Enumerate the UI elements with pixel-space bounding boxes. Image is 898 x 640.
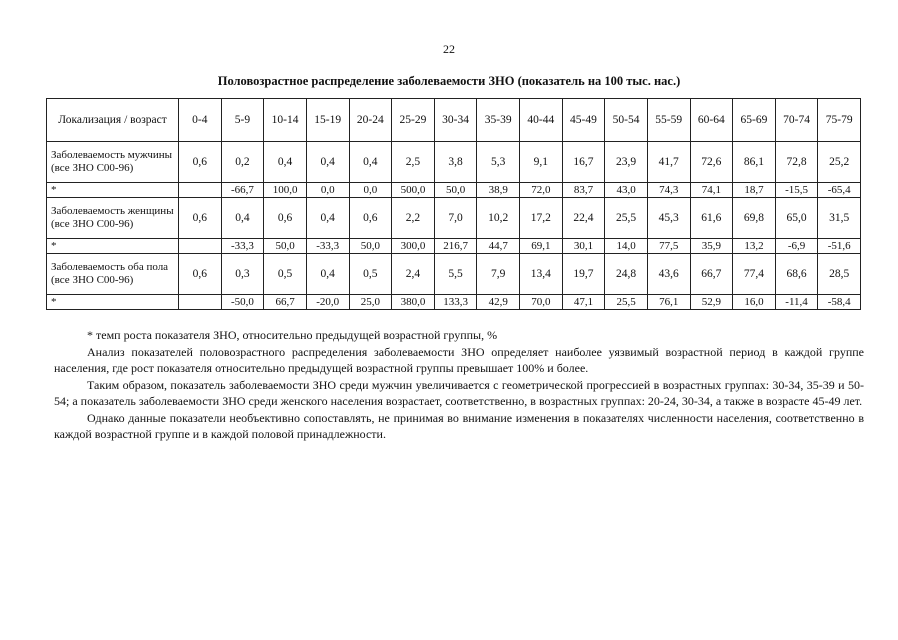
table-cell: 31,5	[818, 198, 861, 239]
growth-cell: -20,0	[306, 295, 349, 310]
growth-cell: 76,1	[647, 295, 690, 310]
incidence-table	[46, 98, 861, 310]
growth-cell: 100,0	[264, 183, 307, 198]
table-cell: 7,0	[434, 198, 477, 239]
age-group-header: 60-64	[690, 99, 733, 142]
table-cell: 65,0	[775, 198, 818, 239]
table-cell: 43,6	[647, 254, 690, 295]
table-cell: 72,8	[775, 142, 818, 183]
growth-cell: 44,7	[477, 239, 520, 254]
growth-cell: -51,6	[818, 239, 861, 254]
table-cell: 66,7	[690, 254, 733, 295]
table-header-row	[47, 99, 861, 142]
table-cell: 0,4	[221, 198, 264, 239]
growth-cell: -58,4	[818, 295, 861, 310]
growth-cell: 25,0	[349, 295, 392, 310]
table-cell: 13,4	[520, 254, 563, 295]
growth-cell: 38,9	[477, 183, 520, 198]
table-cell: 28,5	[818, 254, 861, 295]
table-cell: 25,5	[605, 198, 648, 239]
growth-cell	[179, 295, 222, 310]
table-cell: 77,4	[733, 254, 776, 295]
age-group-header: 45-49	[562, 99, 605, 142]
text-block	[54, 327, 864, 443]
table-cell: 41,7	[647, 142, 690, 183]
growth-cell: 66,7	[264, 295, 307, 310]
age-group-header: 5-9	[221, 99, 264, 142]
growth-cell: -6,9	[775, 239, 818, 254]
table-cell: 0,5	[264, 254, 307, 295]
growth-cell: -33,3	[306, 239, 349, 254]
age-group-header: 65-69	[733, 99, 776, 142]
growth-cell: 77,5	[647, 239, 690, 254]
table-cell: 45,3	[647, 198, 690, 239]
growth-cell: 16,0	[733, 295, 776, 310]
table-cell: 0,6	[179, 254, 222, 295]
growth-row	[47, 295, 861, 310]
table-cell: 5,3	[477, 142, 520, 183]
paragraph: Однако данные показатели необъективно сопоставлять, не принимая во внимание изменения в показателях численности населения, соответственно в каждой возрастной группе и в каждой половой принадлежности.	[54, 410, 864, 441]
table-row	[47, 198, 861, 239]
growth-row	[47, 183, 861, 198]
growth-cell: 380,0	[392, 295, 435, 310]
table-cell: 24,8	[605, 254, 648, 295]
table-cell: 3,8	[434, 142, 477, 183]
age-group-header: 40-44	[520, 99, 563, 142]
age-group-header: 35-39	[477, 99, 520, 142]
growth-cell: -50,0	[221, 295, 264, 310]
table-cell: 0,6	[179, 198, 222, 239]
age-group-header: 0-4	[179, 99, 222, 142]
growth-cell: 133,3	[434, 295, 477, 310]
table-cell: 0,6	[264, 198, 307, 239]
growth-cell: 50,0	[434, 183, 477, 198]
growth-cell	[179, 239, 222, 254]
growth-row	[47, 239, 861, 254]
age-group-header: 15-19	[306, 99, 349, 142]
growth-cell: 13,2	[733, 239, 776, 254]
growth-cell: -65,4	[818, 183, 861, 198]
table-row	[47, 254, 861, 295]
table-cell: 72,6	[690, 142, 733, 183]
growth-cell: 216,7	[434, 239, 477, 254]
growth-cell: 300,0	[392, 239, 435, 254]
table-cell: 69,8	[733, 198, 776, 239]
row-label: Заболеваемость женщины (все ЗНО С00-96)	[47, 198, 179, 239]
growth-cell	[179, 183, 222, 198]
table-body	[47, 142, 861, 310]
growth-cell: 500,0	[392, 183, 435, 198]
growth-cell: 0,0	[306, 183, 349, 198]
table-cell: 25,2	[818, 142, 861, 183]
table-cell: 0,4	[306, 198, 349, 239]
table-cell: 19,7	[562, 254, 605, 295]
header-label: Локализация / возраст	[47, 99, 179, 142]
table-cell: 22,4	[562, 198, 605, 239]
growth-cell: 35,9	[690, 239, 733, 254]
age-group-header: 20-24	[349, 99, 392, 142]
page-number: 22	[443, 42, 455, 56]
growth-cell: 25,5	[605, 295, 648, 310]
table-cell: 2,4	[392, 254, 435, 295]
paragraph: Таким образом, показатель заболеваемости ЗНО среди мужчин увеличивается с геометрической прогрессией в возрастных группах: 30-34, 35-39 и 50-54; а показатель заболеваемости ЗНО среди женского населения возрастает, соответственно, в возрастных группах: 20-24, 30-34, а также в возрасте 45-49 лет.	[54, 377, 864, 408]
table-cell: 16,7	[562, 142, 605, 183]
row-label: Заболеваемость мужчины (все ЗНО С00-96)	[47, 142, 179, 183]
row-label: Заболеваемость оба пола (все ЗНО С00-96)	[47, 254, 179, 295]
age-group-header: 70-74	[775, 99, 818, 142]
growth-cell: 72,0	[520, 183, 563, 198]
table-cell: 2,2	[392, 198, 435, 239]
table-cell: 0,4	[306, 142, 349, 183]
table-cell: 86,1	[733, 142, 776, 183]
table-cell: 2,5	[392, 142, 435, 183]
age-group-header: 75-79	[818, 99, 861, 142]
growth-cell: 14,0	[605, 239, 648, 254]
table-cell: 0,3	[221, 254, 264, 295]
growth-cell: 0,0	[349, 183, 392, 198]
growth-cell: 47,1	[562, 295, 605, 310]
table-cell: 9,1	[520, 142, 563, 183]
table-cell: 10,2	[477, 198, 520, 239]
growth-cell: 18,7	[733, 183, 776, 198]
table-title: Половозрастное распределение заболеваемости ЗНО (показатель на 100 тыс. нас.)	[217, 74, 681, 88]
growth-cell: 43,0	[605, 183, 648, 198]
table-cell: 0,4	[349, 142, 392, 183]
growth-cell: 30,1	[562, 239, 605, 254]
age-group-header: 10-14	[264, 99, 307, 142]
growth-cell: -66,7	[221, 183, 264, 198]
table-row	[47, 142, 861, 183]
growth-cell: 70,0	[520, 295, 563, 310]
age-group-header: 30-34	[434, 99, 477, 142]
age-group-header: 55-59	[647, 99, 690, 142]
table-cell: 61,6	[690, 198, 733, 239]
table-cell: 5,5	[434, 254, 477, 295]
growth-cell: 83,7	[562, 183, 605, 198]
growth-cell: 42,9	[477, 295, 520, 310]
table-cell: 0,6	[349, 198, 392, 239]
growth-cell: 74,3	[647, 183, 690, 198]
growth-cell: 52,9	[690, 295, 733, 310]
growth-cell: -11,4	[775, 295, 818, 310]
footnote: * темп роста показателя ЗНО, относительно предыдущей возрастной группы, %	[87, 328, 498, 342]
table-cell: 0,4	[306, 254, 349, 295]
table-cell: 7,9	[477, 254, 520, 295]
growth-cell: 74,1	[690, 183, 733, 198]
paragraph: Анализ показателей половозрастного распределения заболеваемости ЗНО определяет наиболее уязвимый возрастной период в каждой группе населения, где рост показателя относительно предыдущей возрастной группы превышает 100% и более.	[54, 344, 864, 375]
table-cell: 23,9	[605, 142, 648, 183]
age-group-header: 50-54	[605, 99, 648, 142]
growth-cell: 50,0	[349, 239, 392, 254]
table-cell: 17,2	[520, 198, 563, 239]
growth-cell: -15,5	[775, 183, 818, 198]
table-cell: 0,2	[221, 142, 264, 183]
growth-label: *	[47, 239, 179, 254]
growth-cell: 50,0	[264, 239, 307, 254]
table-cell: 0,5	[349, 254, 392, 295]
table-cell: 68,6	[775, 254, 818, 295]
table-cell: 0,4	[264, 142, 307, 183]
table-cell: 0,6	[179, 142, 222, 183]
growth-cell: -33,3	[221, 239, 264, 254]
growth-cell: 69,1	[520, 239, 563, 254]
growth-label: *	[47, 295, 179, 310]
growth-label: *	[47, 183, 179, 198]
age-group-header: 25-29	[392, 99, 435, 142]
